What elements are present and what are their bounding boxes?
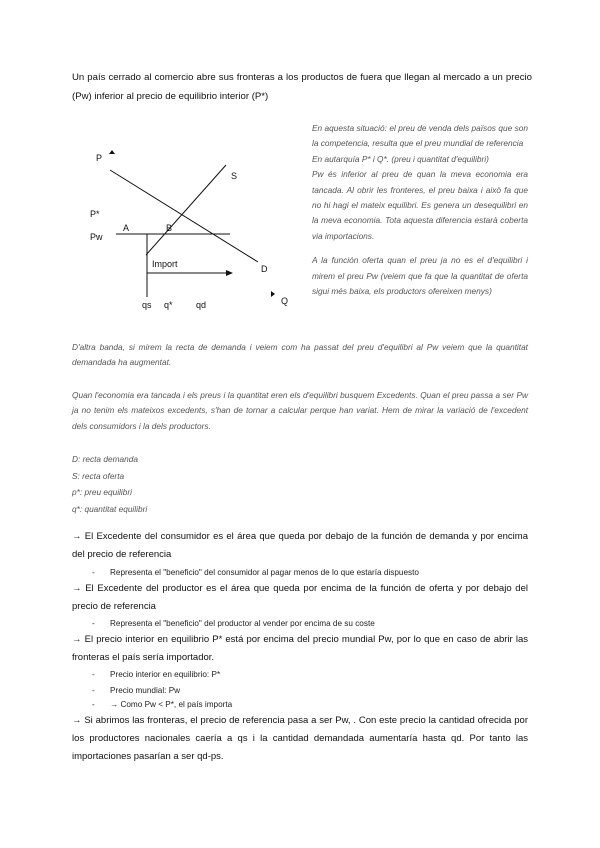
demand-paragraph: D'altra banda, si mirem la recta de demanda i veiem com ha passat del preu d'equilibri al Pw veiem que la quantitat demandada ha augmentat. bbox=[72, 342, 528, 368]
right-text-4: A la función oferta quan el preu ja no es el d'equilibri i mirem el preu Pw (veiem que fa que la quantitat de oferta sigui més baixa, els productors ofereixen menys) bbox=[312, 255, 528, 297]
right-explanation bbox=[312, 121, 528, 299]
legend-item: p*: preu equilibri bbox=[72, 487, 132, 497]
price-sub-2: - Precio mundial: Pw bbox=[92, 686, 181, 695]
intro-paragraph: Un país cerrado al comercio abre sus fronteras a los productos de fuera que llegan al mercado a un precio (Pw) inferior al precio de equilibrio interior (P*) bbox=[72, 72, 532, 102]
legend bbox=[72, 451, 272, 517]
open-borders-point: → Si abrimos las fronteras, el precio de referencia pasa a ser Pw, . Con este precio la cantidad ofrecida por los productores nacionales caería a qs i la cantidad demandada aumentaría hasta qd. Por tanto las importaciones pasarían a ser qd-ps. bbox=[72, 715, 528, 762]
consumer-surplus-sub: - Representa el "beneficio" del consumidor al pagar menos de lo que estaría dispuesto bbox=[92, 568, 419, 577]
p-axis-arrowhead bbox=[109, 150, 115, 154]
producer-surplus-sub: - Representa el "beneficio" del productor al vender por encima de su coste bbox=[92, 619, 375, 628]
producer-surplus-point: → El Excedente del productor es el área que queda por encima de la función de oferta y por debajo del precio de referencia bbox=[72, 583, 528, 612]
consumer-surplus-point: → El Excedente del consumidor es el área que queda por debajo de la función de demanda y por encima del precio de referencia bbox=[72, 531, 528, 560]
price-comparison-point: → El precio interior en equilibrio P* está por encima del precio mundial Pw, por lo que en caso de abrir las fronteras el país sería importador. bbox=[72, 634, 528, 663]
q-axis-arrowhead bbox=[271, 291, 275, 297]
demand-line bbox=[110, 170, 258, 262]
supply-label: S bbox=[231, 171, 238, 181]
legend-item: D: recta demanda bbox=[72, 454, 138, 464]
legend-item: q*: quantitat equilibri bbox=[72, 503, 148, 514]
price-sub-3: - → Como Pw < P*, el país importa bbox=[92, 700, 233, 709]
import-label: Import bbox=[152, 259, 178, 269]
pw-label: Pw bbox=[90, 232, 103, 242]
point-a-label: A bbox=[123, 223, 130, 233]
right-text-2: En autarquía P* i Q*. (preu i quantitat d'equilibri) bbox=[312, 153, 489, 164]
supply-line bbox=[146, 165, 226, 255]
qs-label: qs bbox=[142, 300, 152, 310]
legend-item: S: recta oferta bbox=[72, 470, 125, 481]
demand-label: D bbox=[261, 264, 268, 274]
qd-label: qd bbox=[196, 300, 207, 310]
p-axis-label: P bbox=[96, 153, 103, 163]
surplus-paragraph: Quan l'economia era tancada i els preus i la quantitat eren els d'equilibri busquem Excedents. Quan el preu passa a ser Pw ja no tenim els mateixos excedents, s'han de tornar a calcular perque han variat. Hem de mirar la variació de l'excedent dels consumidors i la dels productors. bbox=[72, 390, 528, 431]
qstar-label: q* bbox=[164, 300, 173, 310]
right-text-3: Pw és inferior al preu de quan la meva economia era tancada. Al obrir les fronteres, el preu baixa i això fa que no hi hagi el mateix equilibri. Es genera un desequilibri en la meva economia. Tota aquesta diferencia estarà coberta via importacions. bbox=[312, 169, 528, 241]
price-sub-1: - Precio interior en equilibrio: P* bbox=[92, 670, 221, 679]
q-axis-label: Q bbox=[281, 296, 289, 306]
right-text-1: En aquesta situació: el preu de venda dels països que son la competencia, resulta que el preu mundial de referencia bbox=[312, 123, 528, 149]
p-star-label: P* bbox=[90, 209, 100, 219]
point-b-label: B bbox=[166, 223, 173, 233]
import-arrowhead bbox=[226, 270, 233, 276]
